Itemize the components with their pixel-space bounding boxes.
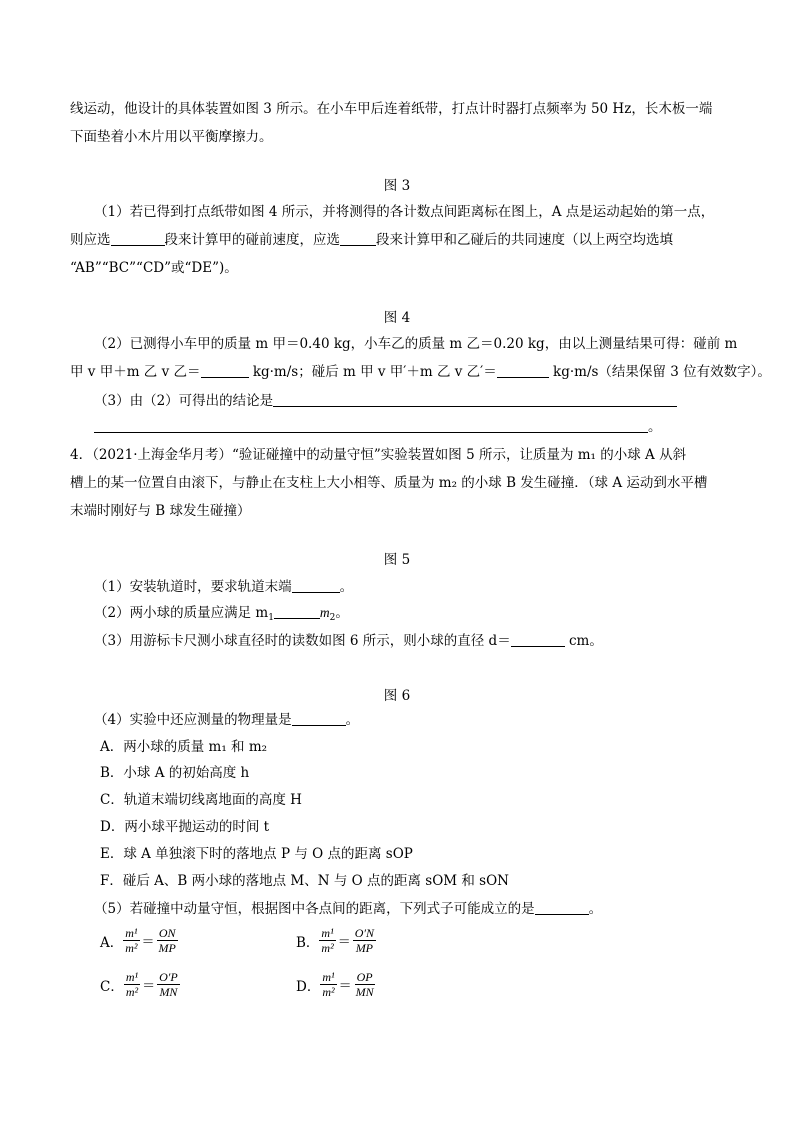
q4-3-end: cm。 — [569, 633, 603, 649]
option-label: C． — [100, 978, 124, 995]
q4-5-stem-end: 。 — [588, 901, 603, 917]
option-label: B． — [296, 934, 320, 951]
q3-1-text-b: 段来计算甲的碰前速度，应选 — [164, 232, 340, 248]
answer-blank-5[interactable] — [273, 392, 677, 407]
q4-4-stem-end: 。 — [345, 712, 360, 728]
q4-5-option-a[interactable]: A． $\frac{\text{m¹}}{\text{m²}}$ ＝ $\frac{ON}{MP}$ — [100, 926, 176, 955]
q4-5-stem — [94, 900, 602, 918]
fraction-right: $\frac{O'N}{MP}$ — [354, 926, 374, 955]
q4-5-option-c[interactable]: C． $\frac{\text{m¹}}{\text{m²}}$ ＝ $\frac{O'P}{MN}$ — [100, 970, 178, 999]
answer-blank-6[interactable] — [94, 418, 648, 433]
answer-blank-4[interactable] — [497, 363, 549, 378]
q4-line-2: 槽上的某一位置自由滚下，与静止在支柱上大小相等、质量为 m₂ 的小球 B 发生碰撞．（球 A 运动到水平槽 — [70, 475, 708, 491]
answer-blank-11[interactable] — [535, 900, 589, 915]
q4-4-option-a[interactable]: A．两小球的质量 m₁ 和 m₂ — [100, 739, 268, 755]
answer-blank-3[interactable] — [201, 363, 249, 378]
q3-1-text-a: 则应选 — [70, 232, 111, 248]
q3-2-line-2 — [70, 363, 771, 381]
figure-6-caption: 图 6 — [383, 688, 411, 704]
fraction-left: $\frac{\text{m¹}}{\text{m²}}$ — [125, 926, 138, 955]
q3-3-line-2 — [94, 418, 662, 436]
fraction-right: $\frac{OP}{MN}$ — [355, 970, 374, 999]
q4-4-option-c[interactable]: C．轨道末端切线离地面的高度 H — [100, 792, 302, 808]
q4-4-stem-text: （4）实验中还应测量的物理量是 — [94, 712, 292, 728]
q4-5-option-d[interactable]: D． $\frac{\text{m¹}}{\text{m²}}$ ＝ $\frac{OP}{MN}$ — [296, 970, 374, 999]
mass-symbol: m — [319, 605, 330, 620]
q3-3-label: （3）由（2）可得出的结论是 — [94, 393, 274, 409]
q4-2-text: （2）两小球的质量应满足 m — [94, 605, 269, 621]
answer-blank-10[interactable] — [292, 711, 346, 726]
fraction-left: $\frac{\text{m¹}}{\text{m²}}$ — [125, 970, 139, 999]
q4-4-stem — [94, 711, 359, 729]
q4-line-1: 4．（2021·上海金华月考）“验证碰撞中的动量守恒”实验装置如图 5 所示，让质量为 m₁ 的小球 A 从斜 — [70, 447, 687, 463]
q4-4-option-b[interactable]: B．小球 A 的初始高度 h — [100, 765, 250, 781]
fraction-left: $\frac{\text{m¹}}{\text{m²}}$ — [321, 926, 334, 955]
q4-3-text: （3）用游标卡尺测小球直径时的读数如图 6 所示，则小球的直径 d＝ — [94, 633, 511, 649]
q4-1-line — [94, 578, 353, 596]
q4-4-option-f[interactable]: F．碰后 A、B 两小球的落地点 M、N 与 O 点的距离 sOM 和 sON — [100, 873, 509, 889]
q3-1-text-c: 段来计算甲和乙碰后的共同速度（以上两空均选填 — [376, 232, 673, 248]
option-label: D． — [296, 978, 321, 995]
answer-blank-1[interactable] — [111, 231, 165, 246]
q3-2-text-b: kg·m/s；碰后 m 甲 v 甲′＋m 乙 v 乙′＝ — [252, 364, 497, 380]
fraction-right: $\frac{ON}{MP}$ — [158, 926, 176, 955]
figure-3-caption: 图 3 — [383, 178, 411, 194]
q4-4-option-d[interactable]: D．两小球平抛运动的时间 t — [100, 819, 270, 835]
q4-4-option-e[interactable]: E．球 A 单独滚下时的落地点 P 与 O 点的距离 sOP — [100, 846, 413, 862]
option-label: A． — [100, 934, 124, 951]
q3-1-line-3: “AB”“BC”“CD”或“DE”)。 — [70, 260, 238, 276]
q4-2-end: 。 — [335, 605, 349, 621]
q4-2-line — [94, 604, 349, 627]
q3-1-line-1: （1）若已得到打点纸带如图 4 所示，并将测得的各计数点间距离标在图上，A 点是运动起始的第一点， — [94, 204, 715, 220]
answer-blank-2[interactable] — [340, 231, 376, 246]
answer-blank-8[interactable] — [274, 604, 320, 619]
subscript-2: 2 — [329, 613, 336, 623]
q3-3-end: 。 — [648, 419, 662, 435]
q4-5-stem-text: （5）若碰撞中动量守恒，根据图中各点间的距离，下列式子可能成立的是 — [94, 901, 535, 917]
intro-line-2: 下面垫着小木片用以平衡摩擦力。 — [70, 129, 273, 145]
subscript-1: 1 — [268, 613, 274, 623]
q4-3-line — [94, 632, 603, 650]
q3-3-line-1 — [94, 392, 677, 410]
figure-4-caption: 图 4 — [383, 310, 411, 326]
q4-line-3: 末端时刚好与 B 球发生碰撞） — [70, 503, 251, 519]
answer-blank-7[interactable] — [292, 578, 340, 593]
q3-2-text-c: kg·m/s（结果保留 3 位有效数字）。 — [553, 364, 771, 380]
q4-5-option-b[interactable]: B． $\frac{\text{m¹}}{\text{m²}}$ ＝ $\frac{O'N}{MP}$ — [296, 926, 374, 955]
q3-2-line-1: （2）已测得小车甲的质量 m 甲＝0.40 kg，小车乙的质量 m 乙＝0.20 kg，由以上测量结果可得：碰前 m — [94, 336, 738, 352]
q4-1-text: （1）安装轨道时，要求轨道末端 — [94, 579, 292, 595]
q3-2-text-a: 甲 v 甲＋m 乙 v 乙＝ — [70, 364, 201, 380]
fraction-left: $\frac{\text{m¹}}{\text{m²}}$ — [322, 970, 335, 999]
intro-line-1: 线运动，他设计的具体装置如图 3 所示。在小车甲后连着纸带，打点计时器打点频率为 50 Hz，长木板一端 — [70, 101, 713, 117]
q3-1-line-2 — [70, 231, 673, 249]
q4-1-end: 。 — [339, 579, 354, 595]
answer-blank-9[interactable] — [511, 632, 565, 647]
fraction-right: $\frac{O'P}{MN}$ — [159, 970, 178, 999]
figure-5-caption: 图 5 — [383, 552, 411, 568]
